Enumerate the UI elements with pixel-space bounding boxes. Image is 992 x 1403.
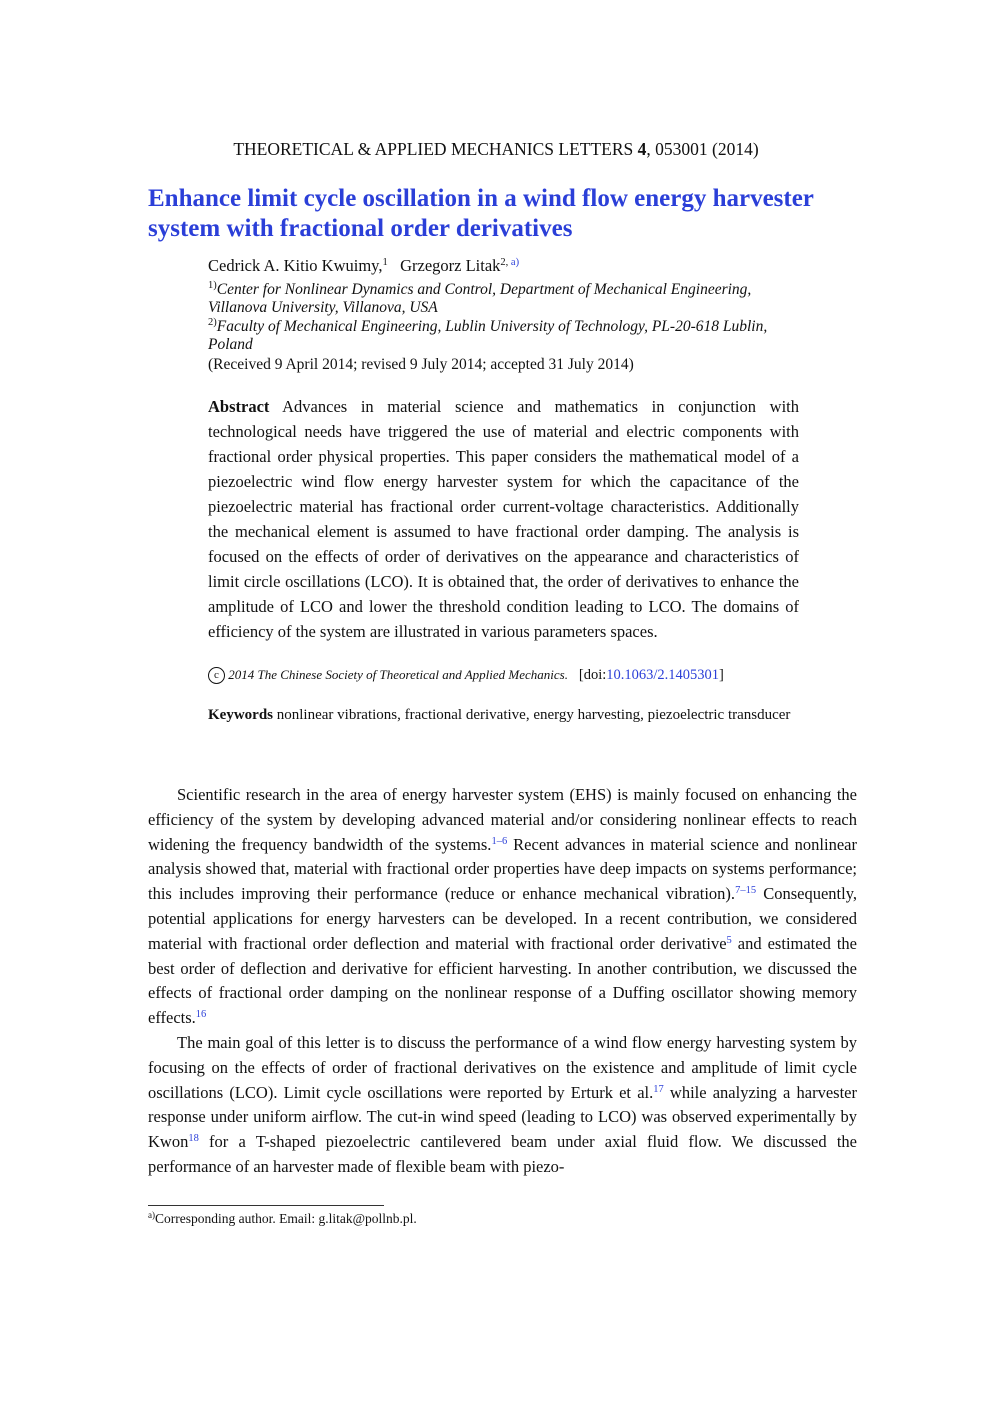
keywords-text: nonlinear vibrations, fractional derivative, energy harvesting, piezoelectric transducer <box>273 707 791 723</box>
citation-16[interactable]: 16 <box>195 1009 207 1021</box>
citation-7-15[interactable]: 7–15 <box>735 885 757 897</box>
p2-text-1: The main goal of this letter is to discuss the performance of a wind flow energy harvesting system by focusing on the effects of order of fractional derivatives on the existence and amplitude of limit cycle oscillations (LCO). Limit cycle oscillations were reported by Erturk et al. <box>148 1032 857 1102</box>
copyright-text: 2014 The Chinese Society of Theoretical and Applied Mechanics. <box>225 667 568 682</box>
affiliation-2 <box>208 318 808 354</box>
p1-text-4: and estimated the best order of deflection and derivative for efficient harvesting. In another contribution, we discussed the effects of fractional order damping on the nonlinear response of a Duffing oscillator showing memory effects. <box>148 933 857 1028</box>
journal-header <box>0 139 992 160</box>
doi-link[interactable]: 10.1063/2.1405301 <box>606 667 720 683</box>
footnote-text: Corresponding author. Email: g.litak@pollnb.pl. <box>155 1211 417 1226</box>
citation-17[interactable]: 17 <box>653 1083 664 1095</box>
p1-text-2: Recent advances in material science and nonlinear analysis showed that, material with fractional order properties have deep impacts on systems performance; this includes improving their performance (reduce or enhance mechanical vibration). <box>148 834 857 904</box>
citation-5[interactable]: 5 <box>726 934 732 946</box>
abstract-text: Advances in material science and mathematics in conjunction with technological needs have triggered the use of material and electric components with fractional order physical properties. This paper considers the mathematical model of a piezoelectric wind flow energy harvester system for which the capacitance of the piezoelectric material has fractional order current-voltage characteristics. Additionally the mechanical element is assumed to have fractional order damping. The analysis is focused on the effects of order of derivatives on the appearance and characteristics of limit circle oscillations (LCO). It is obtained that, the order of derivatives to enhance the amplitude of LCO and lower the threshold condition leading to LCO. The domains of efficiency of the system are illustrated in various parameters spaces. <box>208 397 799 641</box>
affiliation-2-mark: 2) <box>208 317 217 328</box>
author-1-affiliation: 1 <box>382 257 388 268</box>
body-paragraph-2 <box>148 1031 857 1180</box>
copyright-icon: c <box>208 667 225 684</box>
affiliation-1-mark: 1) <box>208 280 217 291</box>
affiliation-1 <box>208 281 808 317</box>
abstract-label: Abstract <box>208 397 270 416</box>
affiliation-1-line2: Villanova University, Villanova, USA <box>208 299 438 316</box>
p2-text-3: for a T-shaped piezoelectric cantilevered beam under axial fluid flow. We discussed the performance of an harvester made of flexible beam with piezo- <box>148 1132 857 1176</box>
journal-name: THEORETICAL & APPLIED MECHANICS LETTERS <box>233 139 638 159</box>
footnote-divider <box>148 1205 384 1206</box>
citation-18[interactable]: 18 <box>188 1133 199 1145</box>
p1-text-1: Scientific research in the area of energy harvester system (EHS) is mainly focused on enhancing the efficiency of the system by developing advanced material and/or considering nonlinear effects to reach widening the frequency bandwidth of the systems. <box>148 785 857 854</box>
journal-article-info: , 053001 (2014) <box>646 139 759 159</box>
affiliation-1-line1: Center for Nonlinear Dynamics and Control, Department of Mechanical Engineering, <box>216 281 752 298</box>
journal-volume: 4 <box>637 139 647 159</box>
author-1-name: Cedrick A. Kitio Kwuimy, <box>208 256 383 275</box>
copyright-line <box>208 667 808 684</box>
doi-open: [doi: <box>578 667 607 683</box>
keywords-label: Keywords <box>208 707 273 723</box>
author-2-name: Grzegorz Litak <box>400 256 501 275</box>
keywords <box>208 704 799 727</box>
abstract <box>208 394 799 644</box>
body-paragraph-1 <box>148 783 857 1031</box>
affiliation-2-line1: Faculty of Mechanical Engineering, Lublin University of Technology, PL-20-618 Lublin, <box>216 318 768 335</box>
body-text <box>148 783 857 1180</box>
author-list <box>208 256 808 276</box>
footnote-mark: a) <box>148 1210 155 1220</box>
p1-text-3: Consequently, potential applications for energy harvesters can be developed. In a recent contribution, we considered material with fractional order deflection and material with fractional order derivative <box>148 884 858 953</box>
doi-close: ] <box>719 667 724 683</box>
author-2-affiliation: 2, <box>500 257 509 268</box>
paper-title: Enhance limit cycle oscillation in a wind flow energy harvester system with fractional order derivatives <box>148 185 814 242</box>
p2-text-2: while analyzing a harvester response under uniform airflow. The cut-in wind speed (leading to LCO) was observed experimentally by Kwon <box>148 1082 857 1152</box>
affiliation-2-line2: Poland <box>208 336 253 353</box>
footnote <box>148 1211 748 1227</box>
citation-1-6[interactable]: 1–6 <box>491 835 508 847</box>
received-dates: (Received 9 April 2014; revised 9 July 2014; accepted 31 July 2014) <box>208 356 634 373</box>
author-2-footnote-link[interactable]: a) <box>510 257 520 268</box>
